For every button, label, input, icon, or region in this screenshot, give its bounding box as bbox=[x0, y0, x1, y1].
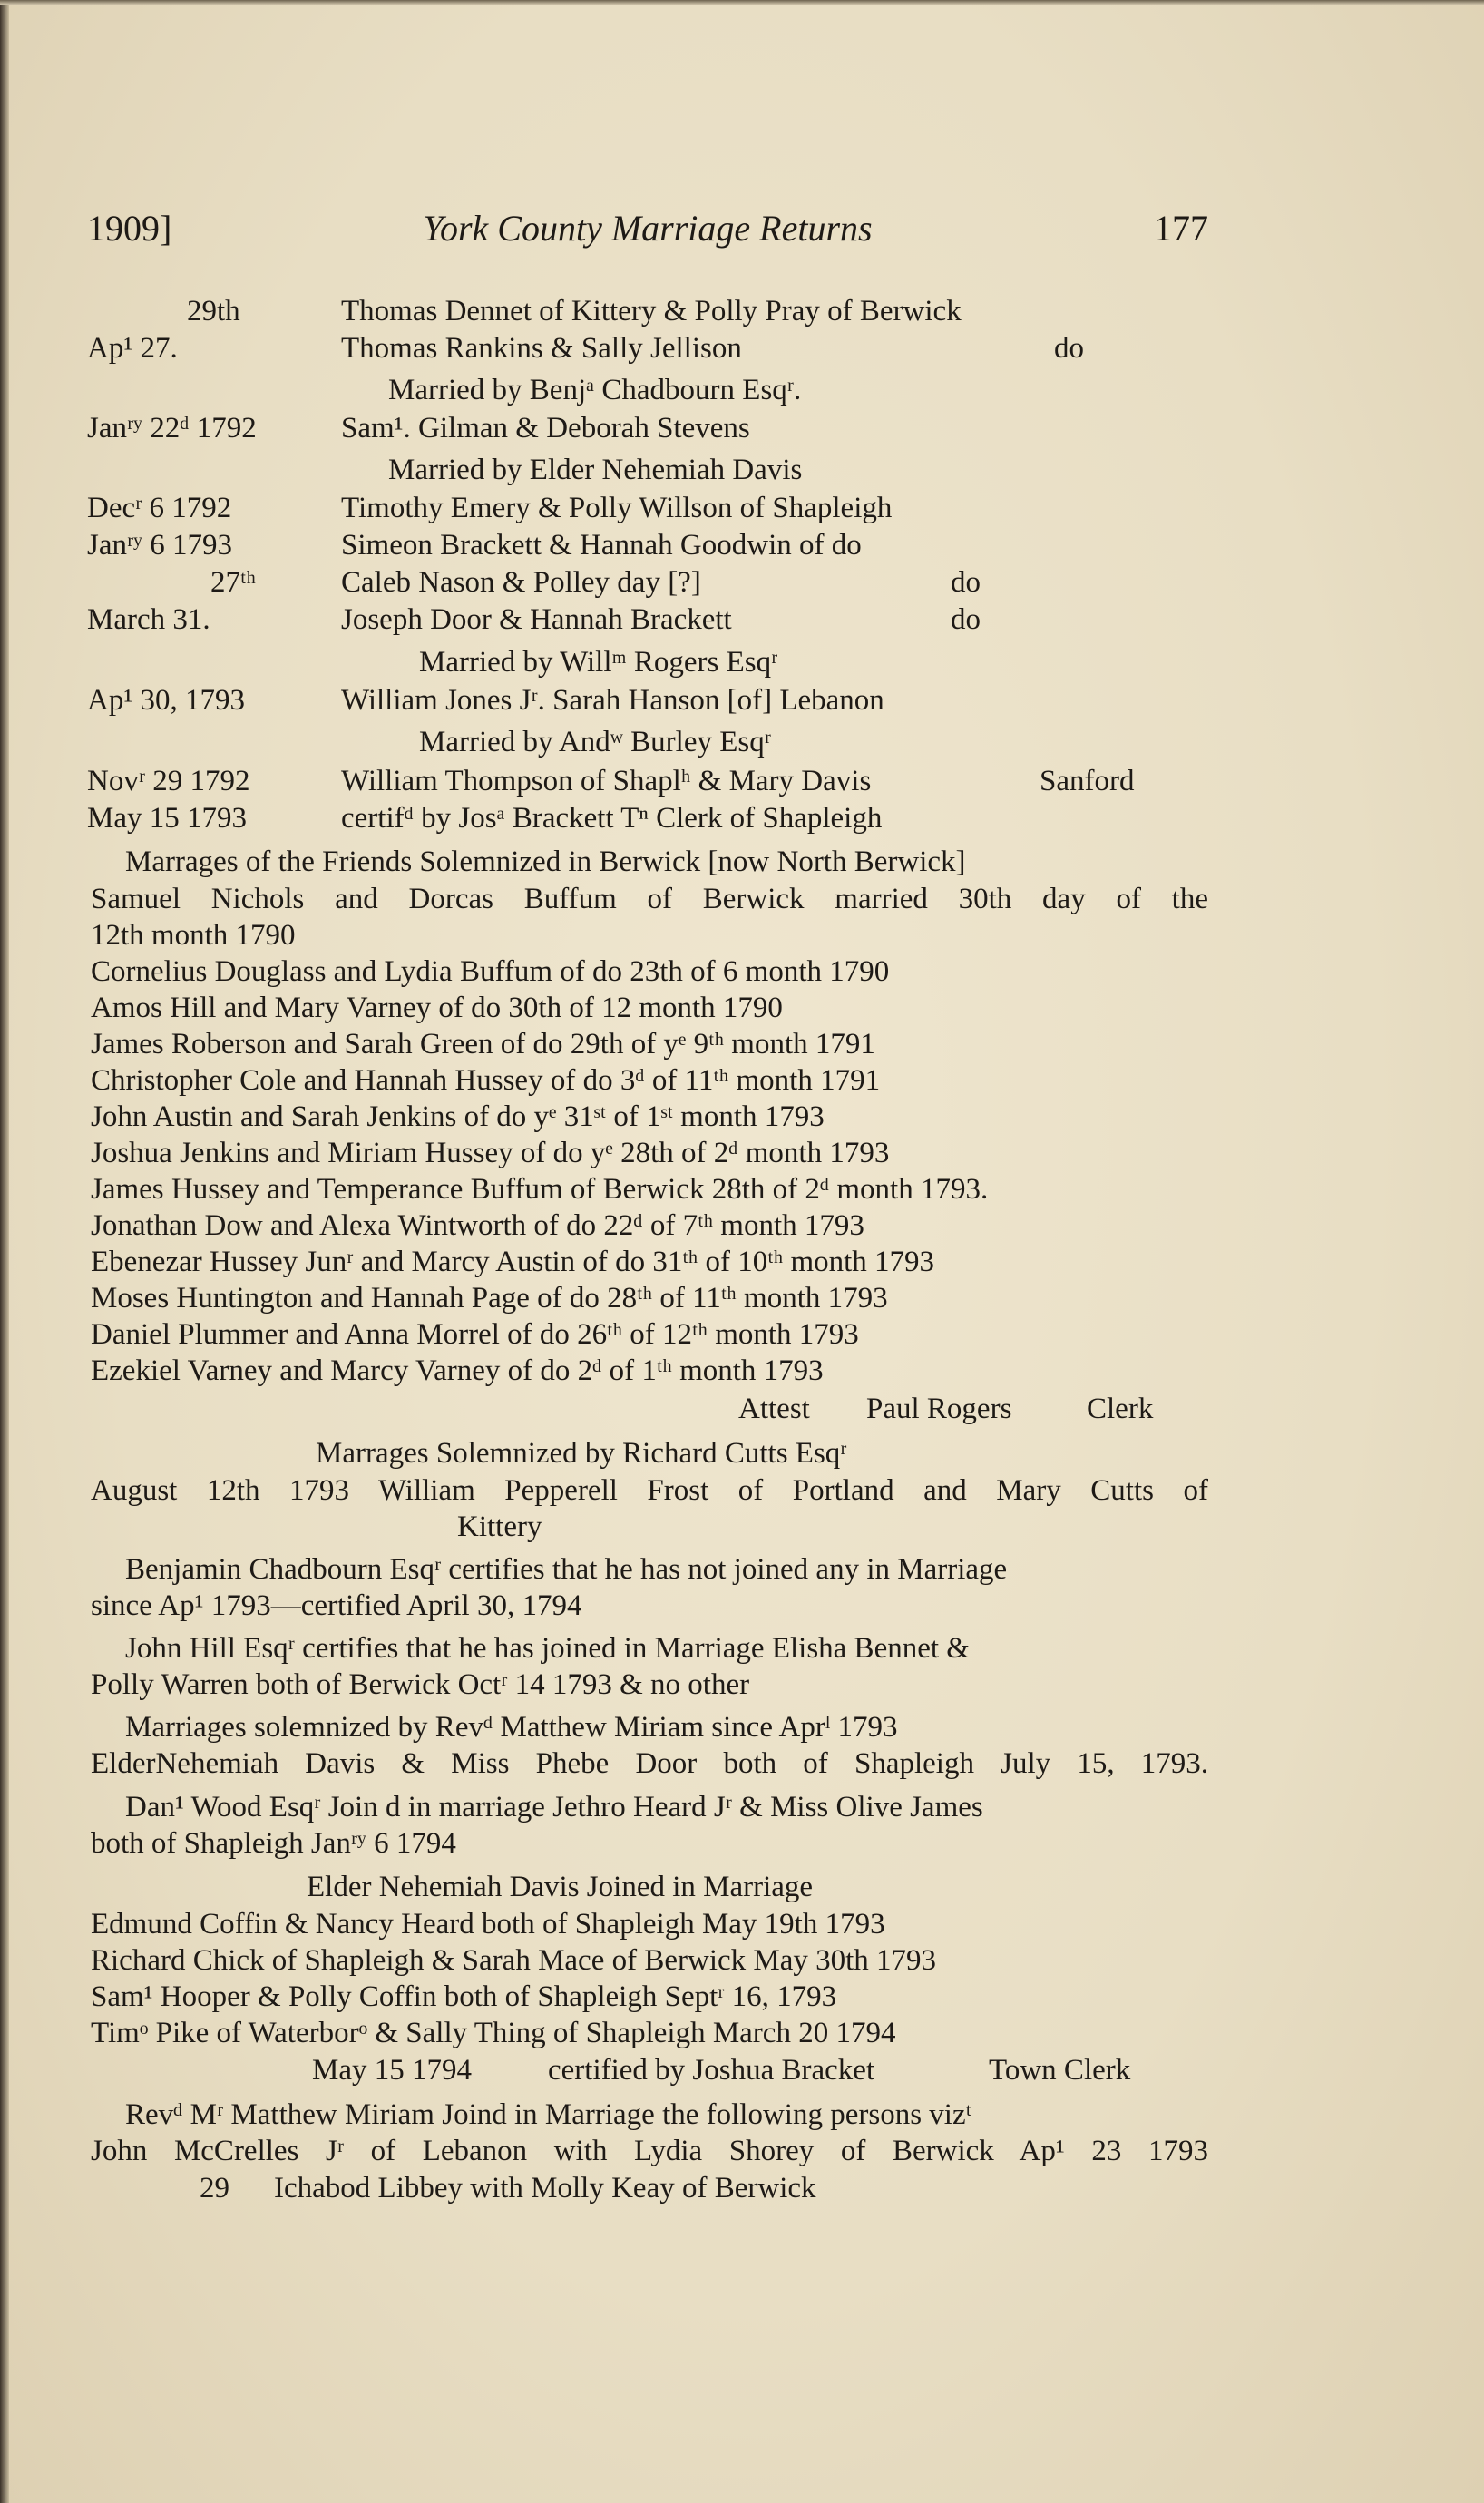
record-line: Revᵈ Mʳ Matthew Miriam Joind in Marriage the following persons vizᵗ bbox=[125, 2098, 971, 2131]
entry-ditto: do bbox=[951, 603, 981, 636]
entry-date: Ap¹ 27. bbox=[87, 332, 178, 365]
record-line: Timᵒ Pike of Waterborᵒ & Sally Thing of Shapleigh March 20 1794 bbox=[91, 2017, 896, 2049]
section-heading: Elder Nehemiah Davis Joined in Marriage bbox=[307, 1871, 814, 1903]
entry-date: 29 bbox=[200, 2172, 229, 2205]
record-line: Ichabod Libbey with Molly Keay of Berwick bbox=[274, 2172, 816, 2205]
section-heading: Marrages of the Friends Solemnized in Berwick [now North Berwick] bbox=[125, 846, 966, 878]
entry-text: Caleb Nason & Polley day [?] bbox=[341, 566, 701, 599]
running-header bbox=[87, 207, 1208, 261]
record-line: Polly Warren both of Berwick Octʳ 14 1793 & no other bbox=[91, 1668, 750, 1701]
record-line: Jonathan Dow and Alexa Wintworth of do 22ᵈ of 7ᵗʰ month 1793 bbox=[91, 1209, 864, 1242]
entry-ditto: do bbox=[951, 566, 981, 599]
entry-date: 27ᵗʰ bbox=[210, 566, 256, 599]
entry-date: Ap¹ 30, 1793 bbox=[87, 684, 245, 717]
page-shadow-top bbox=[0, 0, 1484, 5]
certification-date: May 15 1794 bbox=[312, 2054, 472, 2087]
record-line: Moses Huntington and Hannah Page of do 28ᵗʰ of 11ᵗʰ month 1793 bbox=[91, 1282, 888, 1315]
entry-date: Janʳʸ 6 1793 bbox=[87, 529, 232, 562]
officiant-heading: Married by Willᵐ Rogers Esqʳ bbox=[419, 646, 778, 679]
entry-date: 29th bbox=[187, 295, 240, 328]
section-heading: Marrages Solemnized by Richard Cutts Esqʳ bbox=[316, 1437, 847, 1470]
entry-date: March 31. bbox=[87, 603, 210, 636]
officiant-heading: Married by Elder Nehemiah Davis bbox=[388, 454, 803, 486]
record-line: ElderNehemiah Davis & Miss Phebe Door both of Shapleigh July 15, 1793. bbox=[91, 1747, 1208, 1780]
entry-text: Joseph Door & Hannah Brackett bbox=[341, 603, 732, 636]
certification-title: Town Clerk bbox=[989, 2054, 1131, 2087]
entry-text: Timothy Emery & Polly Willson of Shapleigh bbox=[341, 492, 893, 524]
record-line: James Hussey and Temperance Buffum of Berwick 28th of 2ᵈ month 1793. bbox=[91, 1173, 989, 1206]
record-line: both of Shapleigh Janʳʸ 6 1794 bbox=[91, 1827, 456, 1860]
attest-name: Paul Rogers bbox=[866, 1393, 1012, 1425]
record-line: Samuel Nichols and Dorcas Buffum of Berwick married 30th day of the bbox=[91, 883, 1208, 915]
entry-text: William Jones Jʳ. Sarah Hanson [of] Lebanon bbox=[341, 684, 884, 717]
record-line: Ezekiel Varney and Marcy Varney of do 2ᵈ of 1ᵗʰ month 1793 bbox=[91, 1354, 824, 1387]
record-line: Christopher Cole and Hannah Hussey of do 3ᵈ of 11ᵗʰ month 1791 bbox=[91, 1064, 881, 1097]
entry-text: Sam¹. Gilman & Deborah Stevens bbox=[341, 412, 750, 445]
record-line: August 12th 1793 William Pepperell Frost of Portland and Mary Cutts of bbox=[91, 1474, 1208, 1507]
entry-ditto: do bbox=[1054, 332, 1084, 365]
entry-place: Sanford bbox=[1040, 765, 1135, 797]
record-line: 12th month 1790 bbox=[91, 919, 296, 952]
record-line: since Ap¹ 1793—certified April 30, 1794 bbox=[91, 1589, 582, 1622]
attest-title: Clerk bbox=[1087, 1393, 1154, 1425]
entry-date: May 15 1793 bbox=[87, 802, 247, 835]
record-line: Ebenezar Hussey Junʳ and Marcy Austin of do 31ᵗʰ of 10ᵗʰ month 1793 bbox=[91, 1246, 935, 1278]
record-line: Sam¹ Hooper & Polly Coffin both of Shapleigh Septʳ 16, 1793 bbox=[91, 1980, 837, 2013]
record-line: John Hill Esqʳ certifies that he has joined in Marriage Elisha Bennet & bbox=[125, 1632, 970, 1665]
record-line: Benjamin Chadbourn Esqʳ certifies that he has not joined any in Marriage bbox=[125, 1553, 1008, 1586]
record-line: Joshua Jenkins and Miriam Hussey of do yᵉ 28th of 2ᵈ month 1793 bbox=[91, 1137, 890, 1169]
record-line: Edmund Coffin & Nancy Heard both of Shapleigh May 19th 1793 bbox=[91, 1908, 885, 1941]
entry-text: certifᵈ by Josᵃ Brackett Tⁿ Clerk of Shapleigh bbox=[341, 802, 883, 835]
record-line: Cornelius Douglass and Lydia Buffum of do 23th of 6 month 1790 bbox=[91, 955, 890, 988]
record-line: Kittery bbox=[457, 1511, 542, 1543]
officiant-heading: Married by Andʷ Burley Esqʳ bbox=[419, 726, 771, 758]
entry-text: Thomas Rankins & Sally Jellison bbox=[341, 332, 742, 365]
page-number: 177 bbox=[1154, 208, 1208, 249]
header-year: 1909] bbox=[87, 208, 172, 249]
record-line: Amos Hill and Mary Varney of do 30th of 12 month 1790 bbox=[91, 992, 783, 1024]
entry-date: Novʳ 29 1792 bbox=[87, 765, 250, 797]
record-line: Marriages solemnized by Revᵈ Matthew Miriam since Aprˡ 1793 bbox=[125, 1711, 898, 1744]
record-line: Daniel Plummer and Anna Morrel of do 26ᵗʰ of 12ᵗʰ month 1793 bbox=[91, 1318, 859, 1351]
certification-text: certified by Joshua Bracket bbox=[548, 2054, 875, 2087]
entry-text: William Thompson of Shaplʰ & Mary Davis bbox=[341, 765, 872, 797]
attest-label: Attest bbox=[738, 1393, 810, 1425]
record-line: John McCrelles Jʳ of Lebanon with Lydia Shorey of Berwick Ap¹ 23 1793 bbox=[91, 2135, 1208, 2167]
entry-date: Decʳ 6 1792 bbox=[87, 492, 232, 524]
header-title: York County Marriage Returns bbox=[423, 208, 873, 249]
officiant-heading: Married by Benjᵃ Chadbourn Esqʳ. bbox=[388, 374, 802, 406]
entry-text: Simeon Brackett & Hannah Goodwin of do bbox=[341, 529, 862, 562]
record-line: Richard Chick of Shapleigh & Sarah Mace of Berwick May 30th 1793 bbox=[91, 1944, 937, 1977]
record-line: James Roberson and Sarah Green of do 29th of yᵉ 9ᵗʰ month 1791 bbox=[91, 1028, 875, 1061]
entry-text: Thomas Dennet of Kittery & Polly Pray of Berwick bbox=[341, 295, 962, 328]
page-shadow-left bbox=[0, 0, 9, 2503]
record-line: John Austin and Sarah Jenkins of do yᵉ 31ˢᵗ of 1ˢᵗ month 1793 bbox=[91, 1100, 825, 1133]
entry-date: Janʳʸ 22ᵈ 1792 bbox=[87, 412, 257, 445]
record-line: Dan¹ Wood Esqʳ Join d in marriage Jethro Heard Jʳ & Miss Olive James bbox=[125, 1791, 983, 1823]
